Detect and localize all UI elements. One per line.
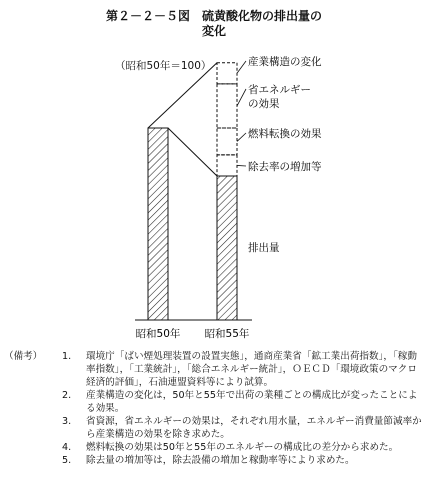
note-item [4,441,424,454]
note-item [4,350,424,389]
note-text: 除去量の増加等は，除去設備の増加と稼動率等により求めた。 [86,455,355,466]
annotation-1-cont: の効果 [248,98,280,110]
leader-2 [237,133,246,141]
connector-top [148,63,217,128]
bar-1-燃料転換の効果 [217,128,237,155]
note-item [4,454,424,467]
note-text: 産業構造の変化は，50年と55年で出荷の業種ごとの構成比が変ったことによる効果。 [86,390,418,414]
bar-1-産業構造の変化 [217,63,237,84]
annotation-1: 省エネルギー [248,84,311,96]
note-text: 環境庁「ばい煙処理装置の設置実態」，通商産業省「鉱工業出荷指数」，「稼動率指数」，「工業統計」，「総合エネルギー統計」，ＯＥＣＤ「環境政策のマクロ経済的評価」，石油連盟資料等により試算。 [86,351,417,388]
annotation-2: 燃料転換の効果 [248,128,322,140]
base-year-label: （昭和50年＝100） [115,60,212,72]
note-number: 2. [62,390,72,401]
leader-0 [237,61,246,73]
notes-heading: （備考） [4,351,43,362]
bar-1-排出量 [217,176,237,320]
category-label-1: 昭和55年 [204,328,250,340]
chart-title-line1: 第２－２－５図 硫黄酸化物の排出量の [105,9,322,23]
connector-bottom [168,128,217,176]
note-item [4,415,424,441]
annotation-4: 排出量 [248,242,280,254]
note-number: 3. [62,416,72,427]
chart-title-line2: 変化 [201,24,226,38]
note-item [4,389,424,415]
note-number: 4. [62,442,72,453]
note-number: 1. [62,351,72,362]
leader-3 [237,165,246,166]
note-text: 燃料転換の効果は50年と55年のエネルギーの構成比の差分から求めた。 [86,442,399,453]
note-number: 5. [62,455,72,466]
note-text: 省資源，省エネルギーの効果は，それぞれ用水量，エネルギー消費量節減率から産業構造の効果を除き求めた。 [86,416,422,440]
notes [4,350,424,467]
annotation-0: 産業構造の変化 [248,56,322,68]
annotation-3: 除去率の増加等 [248,161,322,173]
bar-1-除去率の増加等 [217,155,237,176]
leader-1 [237,89,246,106]
category-label-0: 昭和50年 [135,328,181,340]
bar-0-排出量 [148,128,168,320]
bar-1-省エネルギーの効果 [217,84,237,128]
